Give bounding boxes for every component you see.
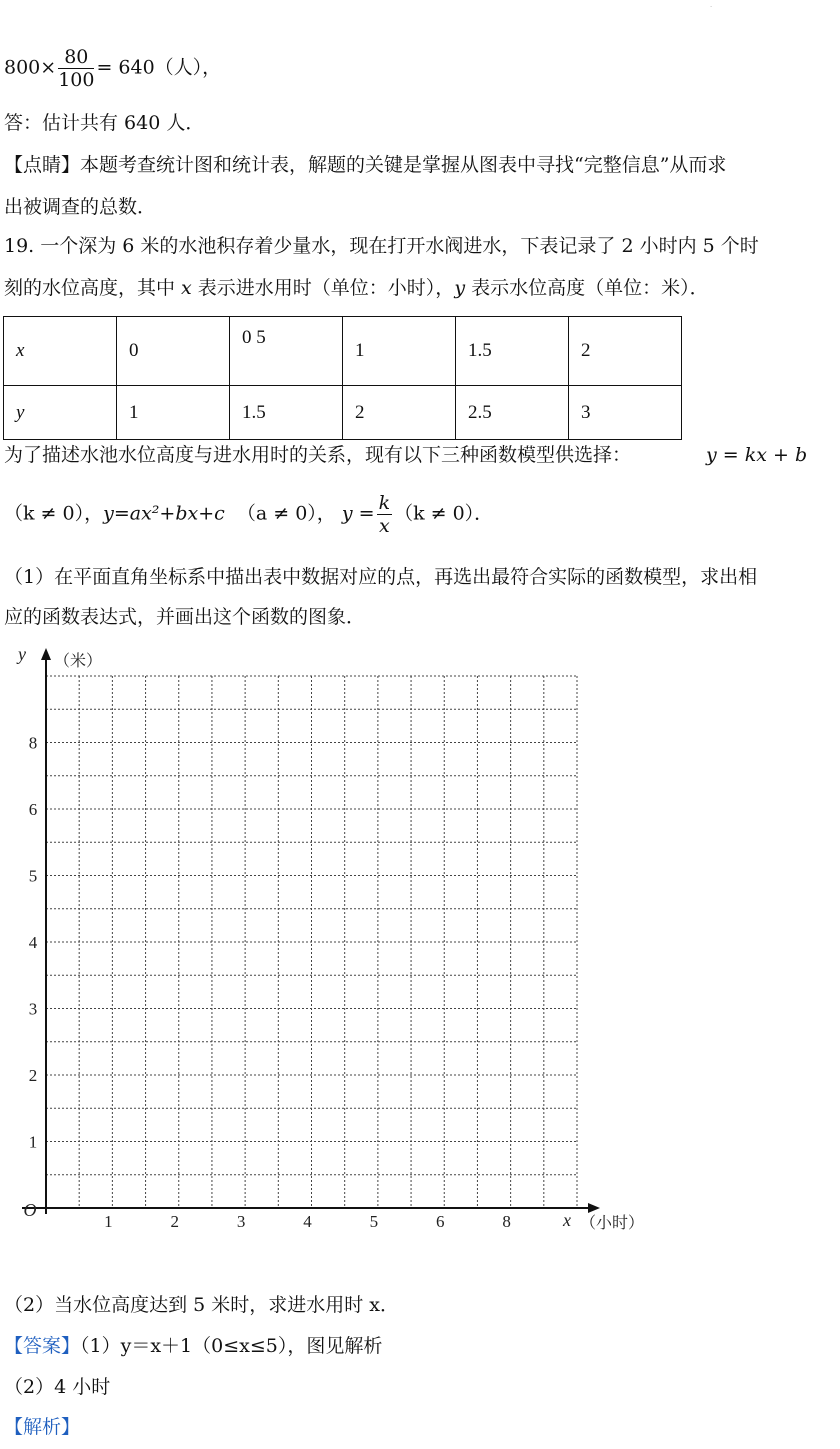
- var-y: y: [454, 277, 466, 299]
- models-cond-3: （k ≠ 0）．: [394, 502, 494, 525]
- linear-model: y = kx + b: [706, 444, 808, 466]
- y-tick-label: 8: [28, 733, 38, 753]
- x-axis-unit: （小时）: [579, 1215, 645, 1232]
- corner-dot: ·: [710, 4, 712, 11]
- part1-line-2: 应的函数表达式，并画出这个函数的图象．: [4, 606, 366, 628]
- x-tick-label: 1: [104, 1212, 113, 1231]
- table-cell: 1: [117, 386, 230, 440]
- models-text: 为了描述水池水位高度与进水用时的关系，现有以下三种函数模型供选择：: [4, 444, 632, 466]
- y-axis-unit: （米）: [53, 653, 103, 670]
- answer-line-1: [4, 1333, 382, 1359]
- calculation-line: [4, 46, 221, 91]
- inverse-denominator: x: [378, 515, 390, 537]
- problem-line-1: 19. 一个深为 6 米的水池积存着少量水，现在打开水阀进水，下表记录了 2 小时内 5 个时: [4, 235, 759, 257]
- answer-tag: 【答案】: [4, 1335, 81, 1357]
- answer-part1: （1）y＝x＋1（0≤x≤5），图见解析: [80, 1335, 383, 1357]
- coordinate-grid: [0, 640, 660, 1240]
- calc-right: = 640（人），: [96, 56, 222, 79]
- calc-fraction: [58, 46, 94, 91]
- problem-text-c: 表示水位高度（单位：米）．: [465, 277, 709, 299]
- problem-text-a: 刻的水位高度，其中: [4, 277, 182, 299]
- table-cell: 3: [569, 386, 682, 440]
- table-cell: 0: [117, 317, 230, 386]
- table-cell: 2: [343, 386, 456, 440]
- y-tick-label: 4: [28, 933, 38, 952]
- y-tick-label: 3: [28, 999, 38, 1019]
- x-tick-label: 2: [170, 1212, 179, 1231]
- inverse-fraction: [377, 492, 393, 537]
- y-axis-arrow: [41, 648, 51, 660]
- answer-estimate: 答：估计共有 640 人．: [4, 112, 205, 134]
- table-cell: 0 5: [230, 317, 343, 386]
- comment-line-1: 【点睛】本题考查统计图和统计表，解题的关键是掌握从图表中寻找“完整信息”从而求: [4, 154, 727, 176]
- table-cell: x: [4, 317, 117, 386]
- models-cond-1: （k ≠ 0），: [4, 502, 104, 525]
- part1-line-1: （1）在平面直角坐标系中描出表中数据对应的点，再选出最符合实际的函数模型，求出相: [4, 566, 758, 588]
- quadratic-model: y=ax²+bx+c: [103, 502, 225, 525]
- data-table: [3, 316, 682, 440]
- table-cell: 1: [343, 317, 456, 386]
- table-cell: 1.5: [230, 386, 343, 440]
- models-line-2: [4, 492, 493, 537]
- answer-line-2: （2）4 小时: [4, 1376, 111, 1398]
- analysis-tag: 【解析】: [4, 1416, 81, 1438]
- x-tick-label: 6: [436, 1212, 445, 1231]
- x-tick-label: 3: [236, 1212, 246, 1231]
- inverse-model-left: y =: [341, 502, 375, 525]
- y-tick-label: 6: [28, 800, 38, 819]
- table-cell: 2.5: [456, 386, 569, 440]
- x-tick-label: 4: [303, 1212, 312, 1231]
- y-tick-label: 5: [28, 866, 38, 886]
- calc-denominator: 100: [58, 69, 95, 91]
- x-tick-label: 5: [369, 1212, 379, 1231]
- table-row-y: [4, 386, 682, 440]
- y-tick-label: 1: [28, 1132, 38, 1152]
- problem-line-2: [4, 275, 709, 301]
- comment-line-2: 出被调查的总数．: [4, 196, 157, 218]
- origin-label: O: [23, 1200, 37, 1220]
- x-axis-label: x: [563, 1210, 571, 1230]
- y-axis-label: y: [18, 644, 26, 664]
- models-cond-2: （a ≠ 0），: [236, 502, 336, 525]
- calc-numerator: 80: [58, 46, 94, 69]
- x-axis-arrow: [588, 1203, 600, 1213]
- table-cell: 2: [569, 317, 682, 386]
- inverse-numerator: k: [378, 492, 391, 514]
- table-cell: y: [4, 386, 117, 440]
- problem-text-b: 表示进水用时（单位：小时），: [191, 277, 455, 299]
- calc-left: 800×: [4, 56, 57, 79]
- models-line-1: [4, 442, 808, 468]
- x-tick-label: 8: [502, 1212, 511, 1231]
- y-tick-label: 2: [28, 1066, 38, 1085]
- table-cell: 1.5: [456, 317, 569, 386]
- table-row-x: [4, 317, 682, 386]
- part2-question: （2）当水位高度达到 5 米时，求进水用时 x．: [4, 1294, 400, 1316]
- var-x: x: [181, 277, 192, 299]
